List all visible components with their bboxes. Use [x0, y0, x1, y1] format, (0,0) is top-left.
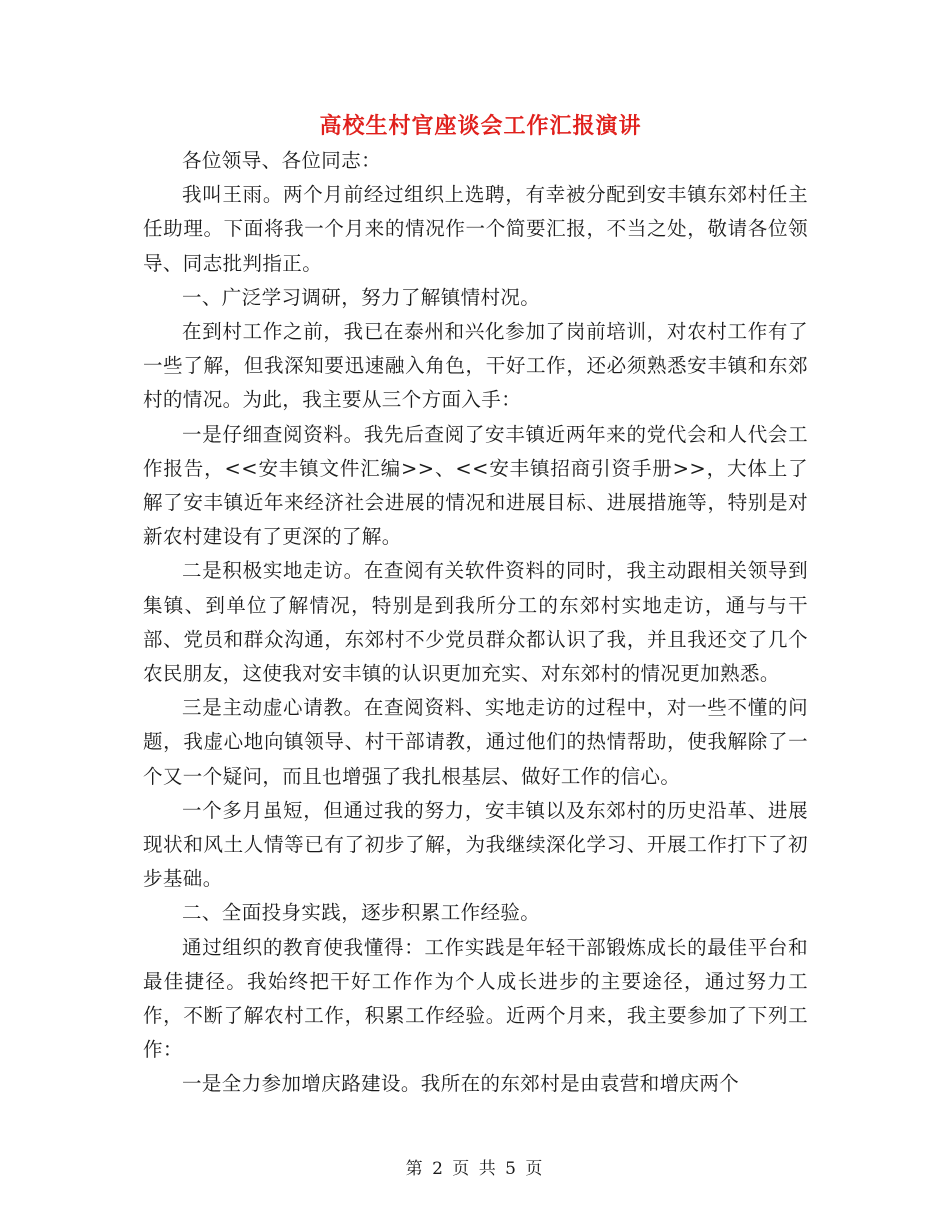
paragraph: 一是仔细查阅资料。我先后查阅了安丰镇近两年来的党代会和人代会工作报告，<<安丰镇文件汇编>>、<<安丰镇招商引资手册>>，大体上了解了安丰镇近年来经济社会进展的情况和进展目标、进展措施等，特别是对新农村建设有了更深的了解。 [143, 422, 808, 549]
paragraph: 二是积极实地走访。在查阅有关软件资料的同时，我主动跟相关领导到集镇、到单位了解情况，特别是到我所分工的东郊村实地走访，通与与干部、党员和群众沟通，东郊村不少党员群众都认识了我，并且我还交了几个农民朋友，这使我对安丰镇的认识更加充实、对东郊村的情况更加熟悉。 [143, 559, 808, 686]
paragraph: 通过组织的教育使我懂得：工作实践是年轻干部锻炼成长的最佳平台和最佳捷径。我始终把干好工作作为个人成长进步的主要途径，通过努力工作，不断了解农村工作，积累工作经验。近两个月来，我主要参加了下列工作： [143, 935, 808, 1062]
paragraph: 一是全力参加增庆路建设。我所在的东郊村是由袁营和增庆两个 [182, 1072, 740, 1096]
paragraph: 三是主动虚心请教。在查阅资料、实地走访的过程中，对一些不懂的问题，我虚心地向镇领导、村干部请教，通过他们的热情帮助，使我解除了一个又一个疑问，而且也增强了我扎根基层、做好工作的信心。 [143, 696, 808, 788]
document-page [143, 108, 808, 1102]
section-heading-2: 二、全面投身实践，逐步积累工作经验。 [182, 901, 541, 925]
paragraph: 在到村工作之前，我已在泰州和兴化参加了岗前培训，对农村工作有了一些了解，但我深知要迅速融入角色，干好工作，还必须熟悉安丰镇和东郊村的情况。为此，我主要从三个方面入手： [143, 320, 808, 412]
document-title: 高校生村官座谈会工作汇报演讲 [319, 113, 642, 139]
page-footer: 第 2 页 共 5 页 [405, 1159, 545, 1179]
paragraph: 一个多月虽短，但通过我的努力，安丰镇以及东郊村的历史沿革、进展现状和风土人情等已有了初步了解，为我继续深化学习、开展工作打下了初步基础。 [143, 798, 808, 891]
section-heading-1: 一、广泛学习调研，努力了解镇情村况。 [182, 285, 541, 309]
paragraph-greeting: 各位领导、各位同志： [182, 149, 382, 172]
paragraph-intro: 我叫王雨。两个月前经过组织上选聘，有幸被分配到安丰镇东郊村任主任助理。下面将我一个月来的情况作一个简要汇报，不当之处，敬请各位领导、同志批判指正。 [143, 183, 808, 275]
